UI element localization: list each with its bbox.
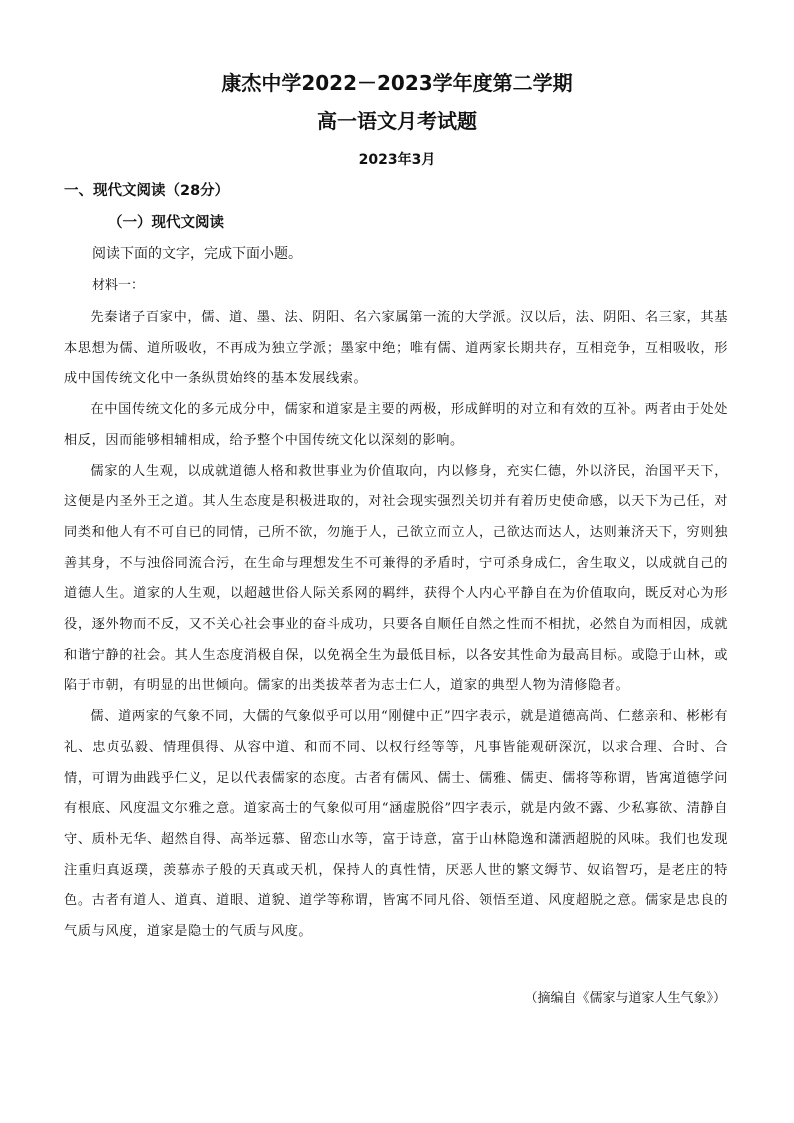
material-label: 材料一： — [92, 278, 145, 293]
section-heading: 一、现代文阅读（28分） — [64, 183, 230, 199]
exam-subtitle: 高一语文月考试题 — [317, 109, 477, 133]
exam-title: 康杰中学2022－2023学年度第二学期 — [221, 71, 573, 95]
passage-paragraph: 儒、道两家的气象不同，大儒的气象似乎可以用“刚健中正”四字表示，就是道德高尚、仁慈亲和、彬彬有礼、忠贞弘毅、情理俱得、从容中道、和而不同、以权行经等等，凡事皆能观研深沉，以求合理、合时、合情，可谓为曲践乎仁义，足以代表儒家的态度。古者有儒风、儒士、儒雅、儒吏、儒将等称谓，皆寓道德学问有根底、风度温文尔雅之意。道家高士的气象似可用“涵虚脱俗”四字表示，就是内敛不露、少私寡欲、清静自守、质朴无华、超然自得、高举远慕、留恋山水等，富于诗意，富于山林隐逸和潇洒超脱的风味。我们也发现注重归真返璞，羡慕赤子般的天真或天机，保持人的真性情，厌恶人世的繁文缛节、奴谄智巧，是老庄的特色。古者有道人、道真、道眼、道貌、道学等称谓，皆寓不同凡俗、领悟至道、风度超脱之意。儒家是忠良的气质与风度，道家是隐士的气质与风度。 — [64, 709, 728, 940]
passage-body — [64, 303, 728, 948]
passage-paragraph: 先秦诸子百家中，儒、道、墨、法、阴阳、名六家属第一流的大学派。汉以后，法、阴阳、名三家，其基本思想为儒、道所吸收，不再成为独立学派；墨家中绝；唯有儒、道两家长期共存，互相竞争，互相吸收，形成中国传统文化中一条纵贯始终的基本发展线索。 — [64, 310, 728, 387]
source-citation: （摘编自《儒家与道家人生气象》） — [524, 991, 726, 1006]
passage-paragraph: 儒家的人生观，以成就道德人格和救世事业为价值取向，内以修身，充实仁德，外以济民，治国平天下，这便是内圣外王之道。其人生态度是积极进取的，对社会现实强烈关切并有着历史使命感，以天下为己任，对同类和他人有不可自已的同情，己所不欲，勿施于人，己欲立而立人，己欲达而达人，达则兼济天下，穷则独善其身，不与浊俗同流合污，在生命与理想发生不可兼得的矛盾时，宁可杀身成仁，舍生取义，以成就自己的道德人生。道家的人生观，以超越世俗人际关系网的羁绊，获得个人内心平静自在为价值取向，既反对心为形役，逐外物而不反，又不关心社会事业的奋斗成功，只要各自顺任自然之性而不相扰，必然自为而相因，成就和谐宁静的社会。其人生态度消极自保，以免祸全生为最低目标，以各安其性命为最高目标。或隐于山林，或陷于市朝，有明显的出世倾向。儒家的出类拔萃者为志士仁人，道家的典型人物为清修隐者。 — [64, 463, 728, 694]
reading-instruction: 阅读下面的文字，完成下面小题。 — [92, 246, 302, 262]
passage-paragraph: 在中国传统文化的多元成分中，儒家和道家是主要的两极，形成鲜明的对立和有效的互补。两者由于处处相反，因而能够相辅相成，给予整个中国传统文化以深刻的影响。 — [64, 402, 728, 448]
exam-date: 2023年3月 — [358, 152, 436, 168]
sub-section-heading: （一）现代文阅读 — [108, 215, 224, 231]
